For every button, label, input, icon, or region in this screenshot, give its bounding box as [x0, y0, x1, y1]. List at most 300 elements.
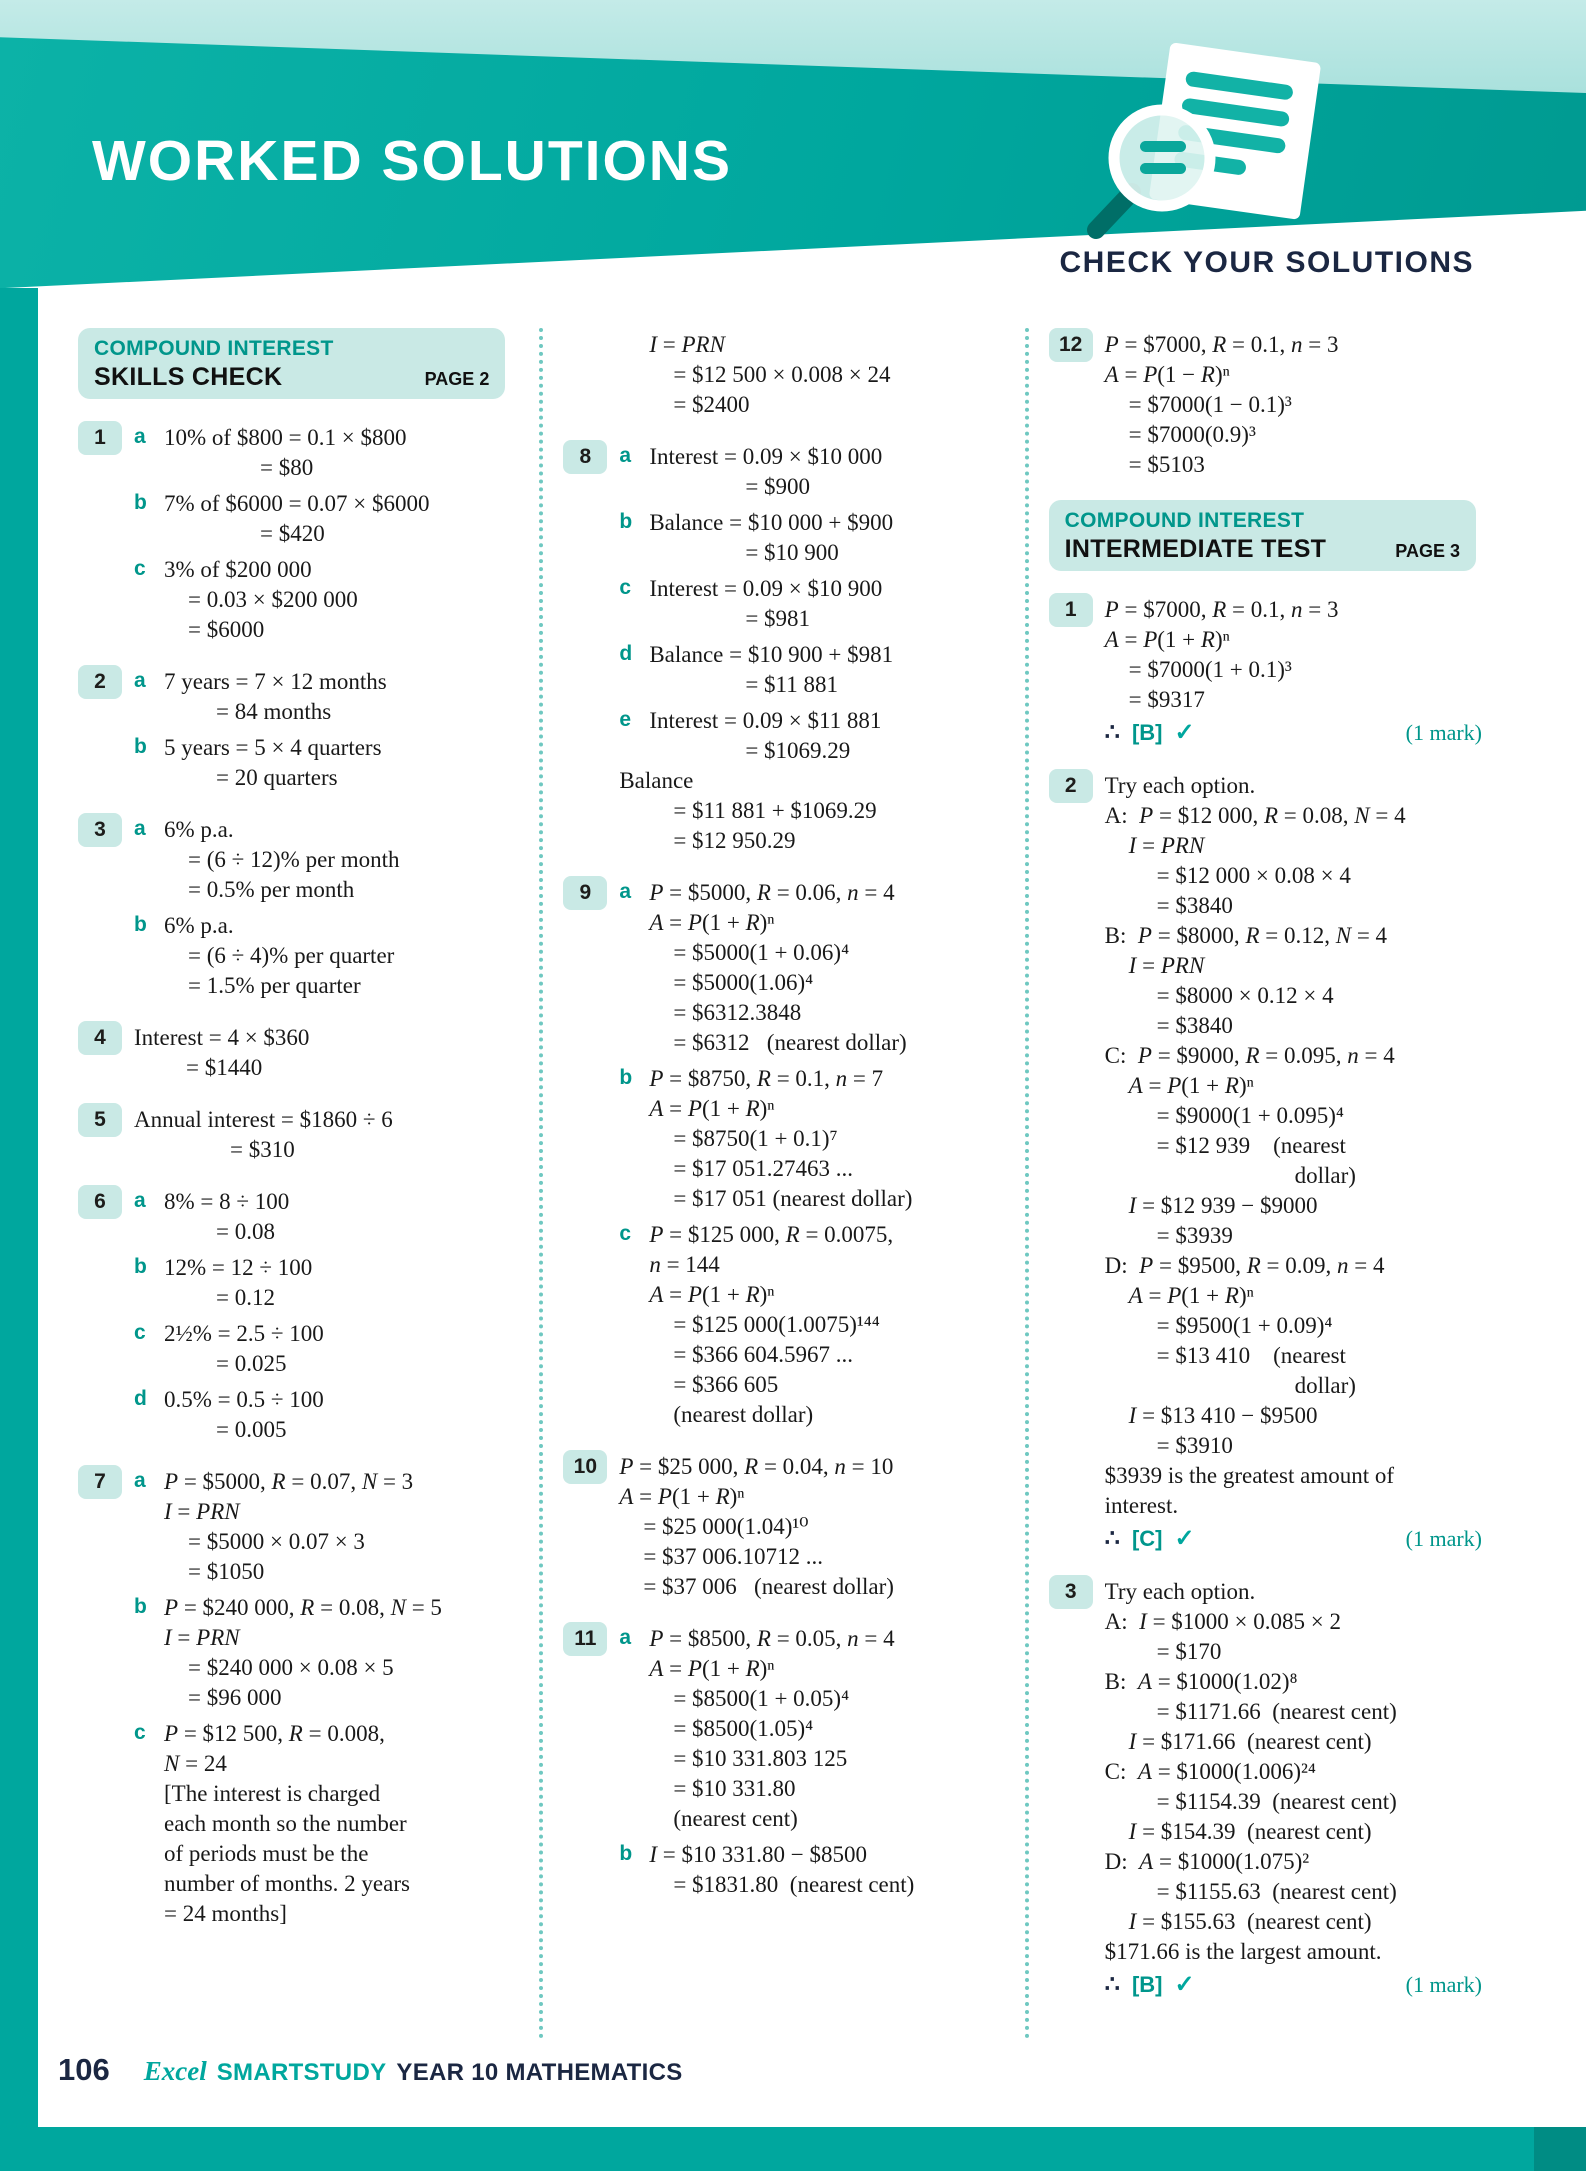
solution-line: = (6 ÷ 4)% per quarter — [188, 943, 395, 968]
check-icon: ✓ — [1174, 1972, 1195, 1998]
solution-part — [1105, 595, 1490, 749]
part-label: a — [134, 1189, 146, 1212]
solution-line: I = PRN — [164, 1499, 240, 1524]
part-label: a — [619, 1626, 632, 1649]
part-lines — [649, 508, 1004, 568]
part-label: b — [134, 1595, 147, 1618]
brand-smartstudy: SMARTSTUDY — [216, 2059, 387, 2086]
solution-part — [1105, 771, 1490, 1555]
problem-body — [619, 440, 1004, 856]
problem-body — [1105, 593, 1490, 749]
solution-line: I = $171.66 (nearest cent) — [1128, 1729, 1372, 1754]
solution-line: = $9000(1 + 0.095)⁴ — [1156, 1103, 1344, 1128]
solution-line: I = $154.39 (nearest cent) — [1128, 1819, 1372, 1844]
solution-line: = $7000(1 − 0.1)³ — [1128, 392, 1292, 417]
problem — [78, 813, 519, 1001]
problem — [563, 1450, 1004, 1602]
solution-line: = (6 ÷ 12)% per month — [188, 847, 400, 872]
problem-number: 1 — [78, 421, 122, 455]
problem-number: 2 — [78, 665, 122, 699]
part-lines — [164, 1319, 519, 1379]
part-lines — [164, 423, 519, 483]
solution-line: P = $5000, R = 0.07, N = 3 — [164, 1469, 414, 1494]
solution-line: = $1154.39 (nearest cent) — [1156, 1789, 1397, 1814]
solution-line: = $37 006.10712 ... — [643, 1544, 824, 1569]
solution-line: A = P(1 + R)ⁿ — [649, 1656, 775, 1681]
solution-part — [134, 1253, 519, 1313]
solution-line: = $366 605 — [673, 1372, 779, 1397]
solution-line: = 1.5% per quarter — [188, 973, 361, 998]
solution-line: = $10 331.80 — [673, 1776, 796, 1801]
answer-verdict: [B] — [1131, 1972, 1163, 1997]
solution-line: = $3840 — [1156, 893, 1233, 918]
problem — [1049, 593, 1490, 749]
section-title: SKILLS CHECK — [94, 363, 283, 391]
part-lines — [164, 911, 519, 1001]
problem-body — [134, 421, 519, 645]
solution-line: = $8500(1 + 0.05)⁴ — [673, 1686, 850, 1711]
problem — [1049, 769, 1490, 1555]
part-lines — [164, 555, 519, 645]
solution-line: each month so the number — [164, 1811, 407, 1836]
part-label: c — [134, 1321, 146, 1344]
magnifier-lens — [1114, 110, 1210, 206]
solution-line: = 84 months — [216, 699, 332, 724]
problem-body — [134, 1185, 519, 1445]
solution-line: A = P(1 − R)ⁿ — [1104, 362, 1230, 387]
solution-line: = $5103 — [1128, 452, 1205, 477]
section-page-ref: PAGE 3 — [1395, 541, 1460, 561]
solution-line: A = P(1 + R)ⁿ — [1128, 1073, 1254, 1098]
solution-line: P = $25 000, R = 0.04, n = 10 — [619, 1454, 894, 1479]
page-number: 106 — [58, 2052, 110, 2087]
solution-line: A = P(1 + R)ⁿ — [649, 1282, 775, 1307]
part-label: b — [134, 1255, 147, 1278]
solution-part — [134, 1023, 519, 1083]
solution-part — [134, 911, 519, 1001]
therefore-symbol: ∴ — [1104, 1526, 1120, 1552]
solution-line: = $37 006 (nearest dollar) — [643, 1574, 894, 1599]
part-label: a — [134, 1469, 146, 1492]
problem-body — [1105, 769, 1490, 1555]
solution-line: 5 years = 5 × 4 quarters — [164, 735, 382, 760]
part-lines — [134, 1023, 519, 1083]
problem — [563, 876, 1004, 1430]
solution-part — [134, 1593, 519, 1713]
part-lines — [134, 1105, 519, 1165]
solution-line: Interest = 4 × $360 — [134, 1025, 310, 1050]
solution-line: = $3840 — [1156, 1013, 1233, 1038]
solution-line: Balance = $10 000 + $900 — [649, 510, 894, 535]
solution-line: = $17 051 (nearest dollar) — [673, 1186, 913, 1211]
solution-line: D: A = $1000(1.075)² — [1104, 1849, 1310, 1874]
part-lines — [649, 1840, 1004, 1900]
problem — [1049, 328, 1490, 480]
solution-line: = 24 months] — [164, 1901, 287, 1926]
mark-label: (1 mark) — [1405, 1972, 1482, 1997]
solution-line: = $981 — [745, 606, 811, 631]
problem-number: 2 — [1049, 769, 1093, 803]
part-lines — [1105, 330, 1490, 480]
solution-part — [134, 555, 519, 645]
part-label: d — [134, 1387, 147, 1410]
solution-line: P = $7000, R = 0.1, n = 3 — [1104, 597, 1339, 622]
solution-part — [619, 508, 1004, 568]
solution-line: = $7000(0.9)³ — [1128, 422, 1256, 447]
solution-part — [134, 1105, 519, 1165]
solution-line: = $420 — [260, 521, 325, 546]
problem-number: 8 — [563, 440, 607, 474]
check-your-solutions-heading: CHECK YOUR SOLUTIONS — [1059, 246, 1474, 279]
solution-line: P = $8500, R = 0.05, n = 4 — [649, 1626, 895, 1651]
problem-number: 9 — [563, 876, 607, 910]
solution-line: = $10 900 — [745, 540, 839, 565]
solution-line: = $11 881 + $1069.29 — [673, 798, 877, 823]
solution-part — [134, 1319, 519, 1379]
solution-line: [The interest is charged — [164, 1781, 381, 1806]
part-lines — [649, 1220, 1004, 1430]
column-middle — [563, 328, 1004, 2040]
answer-verdict: [C] — [1131, 1526, 1163, 1551]
solution-part — [134, 1385, 519, 1445]
column-separator — [539, 328, 543, 2040]
solution-line: 3% of $200 000 — [164, 557, 312, 582]
solution-line: = $170 — [1156, 1639, 1222, 1664]
solution-line: 7 years = 7 × 12 months — [164, 669, 387, 694]
problem-number: 10 — [563, 1450, 607, 1484]
solution-line: = 0.03 × $200 000 — [188, 587, 358, 612]
solution-line: dollar) — [1294, 1163, 1356, 1188]
therefore-symbol: ∴ — [1104, 1972, 1120, 1998]
part-lines — [649, 442, 1004, 502]
solution-line: Interest = 0.09 × $10 000 — [649, 444, 883, 469]
solution-line: Balance — [619, 768, 694, 793]
section-header — [78, 328, 505, 399]
problem-number: 6 — [78, 1185, 122, 1219]
solution-line: = $12 939 (nearest — [1156, 1133, 1346, 1158]
solution-part — [134, 1187, 519, 1247]
solution-line: Interest = 0.09 × $10 900 — [649, 576, 883, 601]
problem — [78, 1021, 519, 1083]
solution-line: = $80 — [260, 455, 314, 480]
solution-line: I = PRN — [1128, 833, 1205, 858]
brand-excel: Excel — [143, 2056, 207, 2086]
solution-line: = $17 051.27463 ... — [673, 1156, 854, 1181]
solution-line: Try each option. — [1104, 1579, 1256, 1604]
solution-part — [134, 489, 519, 549]
part-lines — [649, 1624, 1004, 1834]
part-lines — [164, 1253, 519, 1313]
solution-line: A: I = $1000 × 0.085 × 2 — [1104, 1609, 1341, 1634]
solution-line: dollar) — [1294, 1373, 1356, 1398]
solution-line: Try each option. — [1104, 773, 1256, 798]
part-lines — [619, 706, 1004, 856]
part-lines — [164, 1593, 519, 1713]
problem-number: 1 — [1049, 593, 1093, 627]
solutions-content — [78, 328, 1490, 2040]
solution-line: I = PRN — [649, 332, 725, 357]
part-label: e — [619, 708, 632, 731]
section-header — [1049, 500, 1476, 571]
problem-body — [1105, 328, 1490, 480]
page-title: WORKED SOLUTIONS — [92, 129, 732, 193]
part-label: b — [134, 735, 147, 758]
solution-part — [619, 1840, 1004, 1900]
solution-line: = $10 331.803 125 — [673, 1746, 848, 1771]
magnifier-checklist-icon — [1080, 42, 1342, 242]
solution-line: I = $10 331.80 − $8500 — [649, 1842, 867, 1867]
solution-part — [619, 878, 1004, 1058]
part-lines — [164, 1467, 519, 1587]
check-icon: ✓ — [1174, 1526, 1195, 1552]
solution-part — [134, 423, 519, 483]
problem-number: 3 — [1049, 1575, 1093, 1609]
solution-line: B: P = $8000, R = 0.12, N = 4 — [1104, 923, 1388, 948]
problem-body — [134, 1103, 519, 1165]
solution-line: number of months. 2 years — [164, 1871, 410, 1896]
solution-line: = $1069.29 — [745, 738, 851, 763]
solution-line: = $1831.80 (nearest cent) — [673, 1872, 915, 1897]
solution-line: = $125 000(1.0075)¹⁴⁴ — [673, 1312, 880, 1337]
part-lines — [164, 733, 519, 793]
continued-solution — [649, 330, 1004, 420]
solution-line: P = $12 500, R = 0.008, — [164, 1721, 385, 1746]
solution-line: I = $155.63 (nearest cent) — [1128, 1909, 1372, 1934]
solution-line: = 0.08 — [216, 1219, 275, 1244]
solution-part — [619, 1624, 1004, 1834]
solution-line: 8% = 8 ÷ 100 — [164, 1189, 290, 1214]
check-icon: ✓ — [1174, 720, 1195, 746]
problem-number: 7 — [78, 1465, 122, 1499]
part-label: a — [619, 880, 632, 903]
part-lines — [649, 1064, 1004, 1214]
problem-number: 4 — [78, 1021, 122, 1055]
solution-part — [619, 574, 1004, 634]
solution-line: Interest = 0.09 × $11 881 — [649, 708, 882, 733]
part-label: a — [134, 669, 146, 692]
solution-line: = $310 — [230, 1137, 295, 1162]
solution-line: P = $125 000, R = 0.0075, — [649, 1222, 894, 1247]
part-label: a — [134, 425, 146, 448]
problem-body — [619, 1450, 1004, 1602]
problem-number: 3 — [78, 813, 122, 847]
solution-line: = $12 000 × 0.08 × 4 — [1156, 863, 1351, 888]
bottom-bar — [0, 2127, 1586, 2171]
solution-line: (nearest dollar) — [673, 1402, 814, 1427]
solution-part — [619, 1064, 1004, 1214]
problem-number: 5 — [78, 1103, 122, 1137]
solution-line: = 20 quarters — [216, 765, 338, 790]
solution-line: P = $240 000, R = 0.08, N = 5 — [164, 1595, 442, 1620]
solution-line: = $8500(1.05)⁴ — [673, 1716, 814, 1741]
part-label: c — [134, 1721, 146, 1744]
solution-line: = $5000(1 + 0.06)⁴ — [673, 940, 850, 965]
part-label: b — [619, 1066, 633, 1089]
solution-line: = 0.025 — [216, 1351, 287, 1376]
page-footer — [58, 2052, 683, 2088]
solution-line: = $1155.63 (nearest cent) — [1156, 1879, 1397, 1904]
section-page-ref: PAGE 2 — [424, 369, 490, 389]
solution-line: = 0.005 — [216, 1417, 287, 1442]
part-label: d — [619, 642, 633, 665]
solution-line: (nearest cent) — [673, 1806, 798, 1831]
solution-line: I = $12 939 − $9000 — [1128, 1193, 1318, 1218]
solution-part — [134, 815, 519, 905]
part-lines — [1105, 1577, 1490, 2001]
column-left — [78, 328, 519, 2040]
solution-line: = $9317 — [1128, 687, 1205, 712]
problem — [78, 1465, 519, 1929]
part-lines — [1105, 595, 1490, 749]
solution-line: 7% of $6000 = 0.07 × $6000 — [164, 491, 430, 516]
solution-line: I = $13 410 − $9500 — [1128, 1403, 1318, 1428]
solution-line: I = PRN — [164, 1625, 240, 1650]
solution-line: Annual interest = $1860 ÷ 6 — [134, 1107, 393, 1132]
solution-line: I = PRN — [1128, 953, 1205, 978]
solution-line: D: P = $9500, R = 0.09, n = 4 — [1104, 1253, 1385, 1278]
solution-part — [134, 1467, 519, 1587]
part-lines — [164, 1719, 519, 1929]
solution-line: 12% = 12 ÷ 100 — [164, 1255, 313, 1280]
solution-line: = $9500(1 + 0.09)⁴ — [1156, 1313, 1333, 1338]
part-label: a — [134, 817, 146, 840]
part-lines — [164, 1187, 519, 1247]
solution-line: = $240 000 × 0.08 × 5 — [188, 1655, 394, 1680]
problem-body — [619, 876, 1004, 1430]
solution-part — [134, 1719, 519, 1929]
part-label: b — [134, 913, 147, 936]
column-separator — [1025, 328, 1029, 2040]
solution-line: = $366 604.5967 ... — [673, 1342, 854, 1367]
solution-line: A = P(1 + R)ⁿ — [649, 910, 775, 935]
part-lines — [164, 815, 519, 905]
answer-verdict: [B] — [1131, 720, 1163, 745]
solution-part — [619, 640, 1004, 700]
solution-line: = $900 — [745, 474, 811, 499]
section-title-row — [1065, 535, 1460, 564]
solution-line: = $13 410 (nearest — [1156, 1343, 1346, 1368]
solution-line: A = P(1 + R)ⁿ — [1128, 1283, 1254, 1308]
part-lines — [164, 1385, 519, 1445]
solution-line: = $8000 × 0.12 × 4 — [1156, 983, 1334, 1008]
solution-line: = $8750(1 + 0.1)⁷ — [673, 1126, 838, 1151]
solution-line: interest. — [1104, 1493, 1179, 1518]
problem — [78, 1103, 519, 1165]
part-label: a — [619, 444, 632, 467]
solution-part — [134, 733, 519, 793]
solution-line: = $2400 — [673, 392, 750, 417]
part-lines — [164, 667, 519, 727]
part-label: c — [619, 1222, 632, 1245]
solution-line: 6% p.a. — [164, 913, 234, 938]
solution-part — [1105, 1577, 1490, 2001]
part-label: c — [134, 557, 146, 580]
problem-body — [619, 1622, 1004, 1900]
problem — [563, 440, 1004, 856]
solution-line: = $1440 — [186, 1055, 263, 1080]
solution-line: P = $5000, R = 0.06, n = 4 — [649, 880, 895, 905]
book-title: YEAR 10 MATHEMATICS — [396, 2059, 683, 2086]
solution-line: = $6000 — [188, 617, 265, 642]
solution-line: P = $8750, R = 0.1, n = 7 — [649, 1066, 884, 1091]
solution-part — [619, 1452, 1004, 1602]
mark-label: (1 mark) — [1405, 720, 1482, 745]
solution-line: P = $7000, R = 0.1, n = 3 — [1104, 332, 1339, 357]
solution-line: = $3939 — [1156, 1223, 1233, 1248]
section-kicker: COMPOUND INTEREST — [94, 337, 334, 360]
solution-part — [619, 442, 1004, 502]
solution-line: Balance = $10 900 + $981 — [649, 642, 894, 667]
solution-line: $171.66 is the largest amount. — [1104, 1939, 1382, 1964]
solution-line: A = P(1 + R)ⁿ — [1104, 627, 1230, 652]
part-label: b — [619, 510, 633, 533]
answer-line — [1105, 1969, 1490, 2001]
solution-line: A: P = $12 000, R = 0.08, N = 4 — [1104, 803, 1406, 828]
problem — [563, 1622, 1004, 1900]
solution-line: = $5000 × 0.07 × 3 — [188, 1529, 365, 1554]
therefore-symbol: ∴ — [1104, 720, 1120, 746]
solution-line: 10% of $800 = 0.1 × $800 — [164, 425, 407, 450]
solution-line: n = 144 — [649, 1252, 720, 1277]
problem — [78, 421, 519, 645]
part-lines — [619, 1452, 1004, 1602]
problem — [78, 1185, 519, 1445]
solution-line: $3939 is the greatest amount of — [1104, 1463, 1395, 1488]
section-title-row — [94, 363, 489, 392]
solution-line: = $3910 — [1156, 1433, 1233, 1458]
solution-part — [1105, 330, 1490, 480]
problem-body — [134, 813, 519, 1001]
section-kicker: COMPOUND INTEREST — [1064, 509, 1305, 532]
solution-line: = $1171.66 (nearest cent) — [1156, 1699, 1397, 1724]
problem-body — [1105, 1575, 1490, 2001]
problem-body — [134, 1021, 519, 1083]
solution-part — [134, 667, 519, 727]
solution-line: = 0.5% per month — [188, 877, 355, 902]
solution-line: = $96 000 — [188, 1685, 282, 1710]
page-edge-strip — [0, 288, 38, 2171]
solution-line: 2½% = 2.5 ÷ 100 — [164, 1321, 324, 1346]
solution-line: = $25 000(1.04)¹⁰ — [643, 1514, 809, 1539]
solution-line: = 0.12 — [216, 1285, 275, 1310]
solution-line: 6% p.a. — [164, 817, 234, 842]
solution-line: 0.5% = 0.5 ÷ 100 — [164, 1387, 324, 1412]
part-lines — [649, 640, 1004, 700]
solution-line: = $5000(1.06)⁴ — [673, 970, 814, 995]
answer-line — [1105, 1523, 1490, 1555]
answer-line — [1105, 717, 1490, 749]
problem-number: 11 — [563, 1622, 607, 1656]
solution-line: = $12 950.29 — [673, 828, 796, 853]
section-title: INTERMEDIATE TEST — [1064, 535, 1327, 563]
part-lines — [649, 878, 1004, 1058]
solution-line: of periods must be the — [164, 1841, 369, 1866]
solution-line: = $1050 — [188, 1559, 265, 1584]
mark-label: (1 mark) — [1405, 1526, 1482, 1551]
solution-line: = $6312.3848 — [673, 1000, 802, 1025]
problem-body — [134, 1465, 519, 1929]
problem-number: 12 — [1049, 328, 1093, 362]
solution-line: = $6312 (nearest dollar) — [673, 1030, 907, 1055]
solution-line: = $12 500 × 0.008 × 24 — [673, 362, 891, 387]
solution-line: = $7000(1 + 0.1)³ — [1128, 657, 1292, 682]
solution-line: N = 24 — [164, 1751, 227, 1776]
part-label: c — [619, 576, 632, 599]
part-label: b — [619, 1842, 633, 1865]
problem — [1049, 1575, 1490, 2001]
solution-line: C: P = $9000, R = 0.095, n = 4 — [1104, 1043, 1395, 1068]
part-lines — [164, 489, 519, 549]
